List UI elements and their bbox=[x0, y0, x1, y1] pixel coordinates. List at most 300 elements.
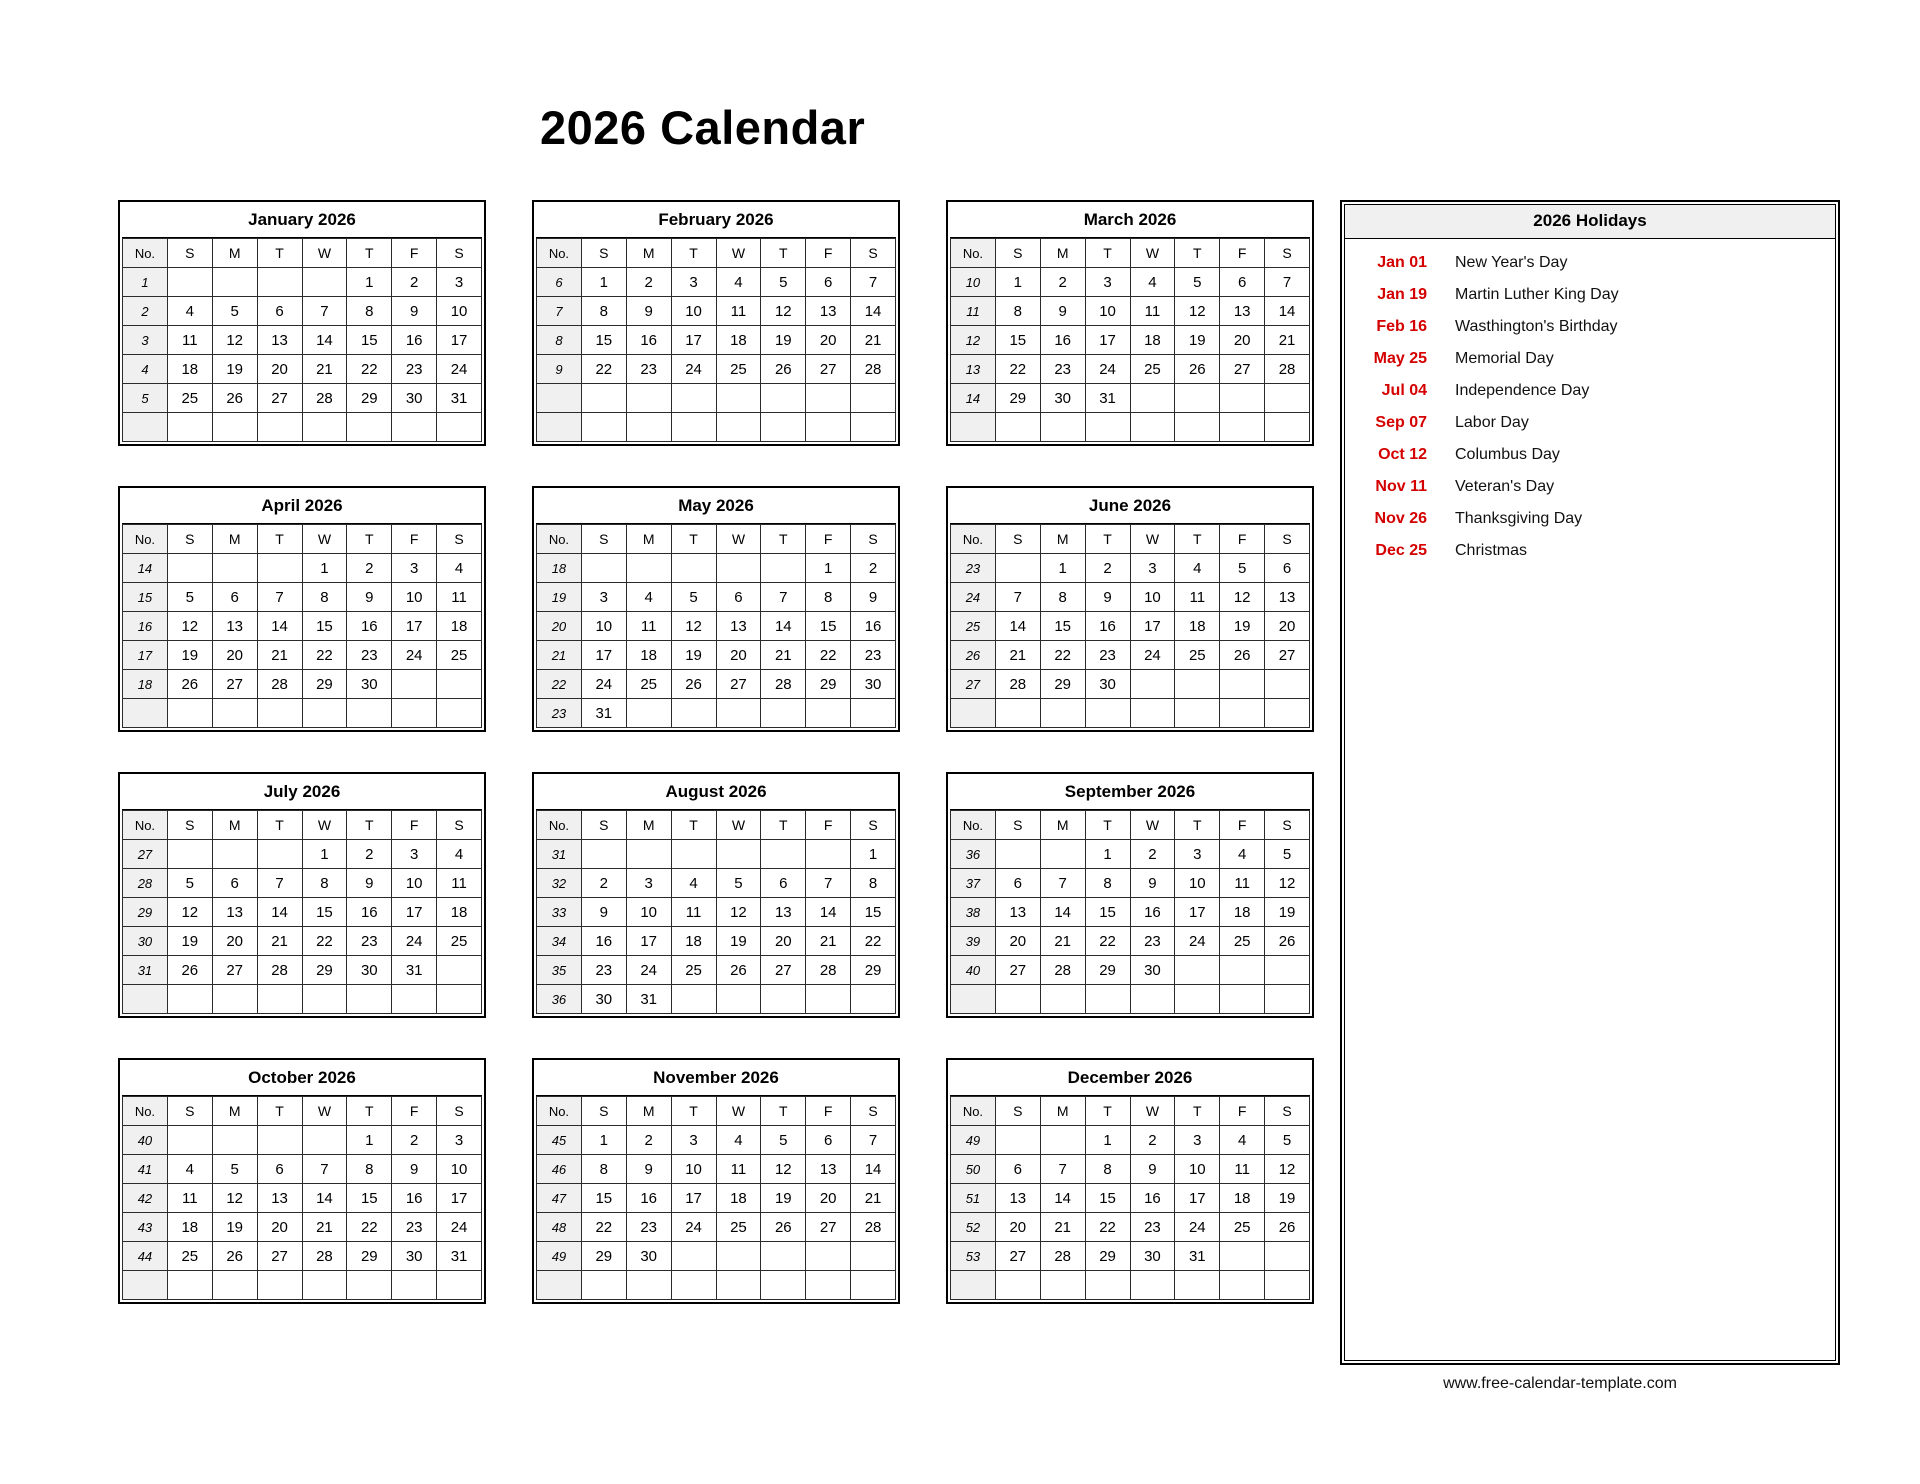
week-row bbox=[951, 927, 1310, 956]
day-cell: 2 bbox=[626, 1126, 671, 1155]
day-cell: 20 bbox=[995, 1213, 1040, 1242]
week-number-cell: 49 bbox=[537, 1242, 582, 1271]
page-title: 2026 Calendar bbox=[540, 101, 866, 154]
day-cell bbox=[1175, 670, 1220, 699]
day-cell: 23 bbox=[392, 1213, 437, 1242]
week-number-cell: 7 bbox=[537, 297, 582, 326]
day-cell: 28 bbox=[302, 384, 347, 413]
holiday-name: Independence Day bbox=[1455, 382, 1590, 399]
day-cell bbox=[302, 413, 347, 442]
day-cell: 1 bbox=[302, 840, 347, 869]
day-cell: 10 bbox=[671, 1155, 716, 1184]
day-cell: 3 bbox=[1130, 554, 1175, 583]
day-cell: 29 bbox=[347, 384, 392, 413]
day-cell: 13 bbox=[1265, 583, 1310, 612]
day-cell: 24 bbox=[626, 956, 671, 985]
day-cell bbox=[167, 554, 212, 583]
day-cell bbox=[392, 1271, 437, 1300]
month-block bbox=[946, 486, 1314, 732]
month-table bbox=[536, 1096, 896, 1300]
month-block bbox=[118, 486, 486, 732]
day-cell: 18 bbox=[716, 1184, 761, 1213]
day-cell: 9 bbox=[1130, 1155, 1175, 1184]
week-row bbox=[123, 927, 482, 956]
day-cell: 29 bbox=[347, 1242, 392, 1271]
weekday-header: M bbox=[626, 239, 671, 268]
day-cell: 11 bbox=[437, 583, 482, 612]
day-cell bbox=[392, 699, 437, 728]
day-cell: 4 bbox=[1220, 1126, 1265, 1155]
weekday-header: W bbox=[716, 525, 761, 554]
week-number-cell: 35 bbox=[537, 956, 582, 985]
day-cell: 19 bbox=[761, 326, 806, 355]
week-row bbox=[537, 1242, 896, 1271]
week-row bbox=[951, 898, 1310, 927]
month-table bbox=[122, 1096, 482, 1300]
day-cell: 2 bbox=[1130, 1126, 1175, 1155]
week-row bbox=[537, 898, 896, 927]
week-row bbox=[537, 985, 896, 1014]
day-cell: 20 bbox=[716, 641, 761, 670]
week-number-header: No. bbox=[537, 525, 582, 554]
day-cell bbox=[437, 985, 482, 1014]
day-cell bbox=[806, 1271, 851, 1300]
day-cell: 2 bbox=[1040, 268, 1085, 297]
day-cell: 1 bbox=[1040, 554, 1085, 583]
weekday-header: S bbox=[581, 811, 626, 840]
day-cell: 8 bbox=[581, 297, 626, 326]
day-cell: 6 bbox=[1265, 554, 1310, 583]
day-cell bbox=[995, 840, 1040, 869]
day-cell: 28 bbox=[302, 1242, 347, 1271]
week-number-cell: 23 bbox=[951, 554, 996, 583]
week-number-cell: 18 bbox=[123, 670, 168, 699]
day-cell: 27 bbox=[761, 956, 806, 985]
day-cell bbox=[671, 985, 716, 1014]
day-cell: 4 bbox=[716, 1126, 761, 1155]
week-number-header: No. bbox=[537, 1097, 582, 1126]
day-cell bbox=[257, 985, 302, 1014]
day-cell: 4 bbox=[437, 554, 482, 583]
day-cell: 16 bbox=[347, 898, 392, 927]
week-number-cell: 2 bbox=[123, 297, 168, 326]
day-cell: 6 bbox=[995, 869, 1040, 898]
week-number-cell: 49 bbox=[951, 1126, 996, 1155]
day-cell: 1 bbox=[1085, 840, 1130, 869]
day-cell bbox=[257, 1271, 302, 1300]
day-cell bbox=[167, 413, 212, 442]
week-number-cell: 32 bbox=[537, 869, 582, 898]
day-cell: 17 bbox=[1175, 1184, 1220, 1213]
day-cell: 2 bbox=[392, 268, 437, 297]
day-cell: 19 bbox=[212, 1213, 257, 1242]
week-row bbox=[123, 413, 482, 442]
day-cell: 19 bbox=[1265, 1184, 1310, 1213]
day-cell bbox=[392, 413, 437, 442]
day-cell: 15 bbox=[581, 326, 626, 355]
week-number-cell: 8 bbox=[537, 326, 582, 355]
weekday-header: M bbox=[1040, 525, 1085, 554]
day-cell: 6 bbox=[806, 1126, 851, 1155]
weekday-header: T bbox=[347, 525, 392, 554]
holiday-list-item bbox=[1345, 343, 1835, 375]
weekday-header: S bbox=[167, 1097, 212, 1126]
month-title: October 2026 bbox=[122, 1062, 482, 1096]
day-cell: 12 bbox=[716, 898, 761, 927]
weekday-header: T bbox=[257, 525, 302, 554]
day-cell: 24 bbox=[392, 641, 437, 670]
month-block bbox=[946, 200, 1314, 446]
day-cell: 4 bbox=[437, 840, 482, 869]
week-number-cell bbox=[123, 1271, 168, 1300]
holiday-list-item bbox=[1345, 407, 1835, 439]
day-cell: 22 bbox=[995, 355, 1040, 384]
week-row bbox=[951, 1126, 1310, 1155]
day-cell: 16 bbox=[1085, 612, 1130, 641]
holiday-list-item bbox=[1345, 535, 1835, 567]
day-cell: 22 bbox=[806, 641, 851, 670]
day-cell bbox=[671, 554, 716, 583]
holiday-list-item bbox=[1345, 279, 1835, 311]
week-row bbox=[537, 1184, 896, 1213]
week-number-cell: 45 bbox=[537, 1126, 582, 1155]
day-cell: 23 bbox=[1130, 1213, 1175, 1242]
weekday-header: F bbox=[392, 525, 437, 554]
day-cell: 29 bbox=[995, 384, 1040, 413]
day-cell bbox=[995, 699, 1040, 728]
day-cell: 20 bbox=[1265, 612, 1310, 641]
week-number-cell: 40 bbox=[951, 956, 996, 985]
day-cell: 29 bbox=[806, 670, 851, 699]
week-number-cell: 1 bbox=[123, 268, 168, 297]
day-cell bbox=[212, 1271, 257, 1300]
day-cell bbox=[1220, 384, 1265, 413]
day-cell bbox=[671, 413, 716, 442]
day-cell bbox=[1175, 384, 1220, 413]
week-row bbox=[537, 1155, 896, 1184]
month-table bbox=[122, 524, 482, 728]
day-cell: 20 bbox=[806, 1184, 851, 1213]
day-cell: 11 bbox=[1130, 297, 1175, 326]
week-number-cell: 51 bbox=[951, 1184, 996, 1213]
day-cell: 9 bbox=[392, 1155, 437, 1184]
day-cell: 24 bbox=[1175, 927, 1220, 956]
day-cell: 13 bbox=[995, 898, 1040, 927]
day-cell: 30 bbox=[347, 670, 392, 699]
week-row bbox=[123, 1126, 482, 1155]
week-number-cell: 50 bbox=[951, 1155, 996, 1184]
day-cell: 21 bbox=[302, 1213, 347, 1242]
month-title: December 2026 bbox=[950, 1062, 1310, 1096]
day-cell: 14 bbox=[761, 612, 806, 641]
week-number-cell bbox=[123, 985, 168, 1014]
day-cell: 26 bbox=[1265, 1213, 1310, 1242]
day-cell: 16 bbox=[581, 927, 626, 956]
week-number-cell: 33 bbox=[537, 898, 582, 927]
day-cell: 10 bbox=[392, 869, 437, 898]
week-row bbox=[951, 612, 1310, 641]
day-cell: 20 bbox=[257, 355, 302, 384]
day-cell bbox=[761, 554, 806, 583]
day-cell: 3 bbox=[626, 869, 671, 898]
holiday-list-item bbox=[1345, 439, 1835, 471]
day-cell bbox=[1220, 670, 1265, 699]
day-cell bbox=[1040, 840, 1085, 869]
day-cell bbox=[581, 413, 626, 442]
weekday-header: M bbox=[626, 525, 671, 554]
week-row bbox=[951, 297, 1310, 326]
weekday-header: T bbox=[257, 239, 302, 268]
day-cell bbox=[671, 840, 716, 869]
day-cell bbox=[1265, 1242, 1310, 1271]
week-number-cell bbox=[951, 699, 996, 728]
month-block bbox=[532, 772, 900, 1018]
weekday-header: S bbox=[851, 1097, 896, 1126]
day-cell bbox=[347, 1271, 392, 1300]
day-cell bbox=[626, 413, 671, 442]
day-cell: 27 bbox=[257, 384, 302, 413]
weekday-header: S bbox=[1265, 239, 1310, 268]
day-cell bbox=[761, 413, 806, 442]
weekday-header-row bbox=[123, 811, 482, 840]
day-cell: 5 bbox=[167, 583, 212, 612]
day-cell: 12 bbox=[1220, 583, 1265, 612]
day-cell: 10 bbox=[1175, 869, 1220, 898]
day-cell bbox=[851, 384, 896, 413]
holiday-date: Nov 11 bbox=[1375, 478, 1427, 495]
week-number-cell: 14 bbox=[951, 384, 996, 413]
day-cell: 7 bbox=[995, 583, 1040, 612]
day-cell: 26 bbox=[1265, 927, 1310, 956]
day-cell: 7 bbox=[302, 297, 347, 326]
day-cell: 12 bbox=[761, 297, 806, 326]
weekday-header: M bbox=[626, 811, 671, 840]
weekday-header: S bbox=[581, 1097, 626, 1126]
day-cell: 8 bbox=[995, 297, 1040, 326]
day-cell: 13 bbox=[257, 1184, 302, 1213]
day-cell: 19 bbox=[212, 355, 257, 384]
day-cell: 2 bbox=[347, 840, 392, 869]
day-cell: 30 bbox=[581, 985, 626, 1014]
day-cell: 17 bbox=[392, 898, 437, 927]
holiday-date: May 25 bbox=[1373, 350, 1427, 367]
day-cell bbox=[671, 1242, 716, 1271]
day-cell bbox=[716, 384, 761, 413]
week-number-cell: 39 bbox=[951, 927, 996, 956]
day-cell bbox=[716, 985, 761, 1014]
day-cell: 14 bbox=[257, 612, 302, 641]
day-cell: 13 bbox=[806, 1155, 851, 1184]
weekday-header: M bbox=[1040, 811, 1085, 840]
day-cell bbox=[761, 384, 806, 413]
day-cell: 21 bbox=[995, 641, 1040, 670]
day-cell: 17 bbox=[1130, 612, 1175, 641]
day-cell bbox=[716, 1271, 761, 1300]
weekday-header: T bbox=[671, 525, 716, 554]
day-cell: 22 bbox=[1085, 1213, 1130, 1242]
weekday-header: T bbox=[347, 1097, 392, 1126]
day-cell: 5 bbox=[761, 268, 806, 297]
day-cell: 25 bbox=[1130, 355, 1175, 384]
months-row-3 bbox=[118, 772, 1318, 1058]
day-cell bbox=[581, 840, 626, 869]
day-cell bbox=[347, 699, 392, 728]
day-cell: 5 bbox=[671, 583, 716, 612]
week-row bbox=[951, 1271, 1310, 1300]
weekday-header: S bbox=[851, 239, 896, 268]
day-cell: 11 bbox=[437, 869, 482, 898]
weekday-header: M bbox=[1040, 1097, 1085, 1126]
week-number-cell: 23 bbox=[537, 699, 582, 728]
week-number-cell bbox=[123, 413, 168, 442]
day-cell: 11 bbox=[716, 1155, 761, 1184]
day-cell: 3 bbox=[1175, 840, 1220, 869]
week-row bbox=[951, 956, 1310, 985]
day-cell: 9 bbox=[347, 869, 392, 898]
week-number-cell: 30 bbox=[123, 927, 168, 956]
day-cell: 13 bbox=[761, 898, 806, 927]
day-cell bbox=[1175, 985, 1220, 1014]
day-cell: 4 bbox=[1130, 268, 1175, 297]
day-cell: 15 bbox=[1085, 1184, 1130, 1213]
day-cell bbox=[806, 985, 851, 1014]
weekday-header: W bbox=[302, 239, 347, 268]
day-cell bbox=[716, 699, 761, 728]
day-cell: 25 bbox=[716, 355, 761, 384]
weekday-header: W bbox=[302, 525, 347, 554]
week-row bbox=[123, 268, 482, 297]
day-cell: 9 bbox=[347, 583, 392, 612]
weekday-header-row bbox=[123, 1097, 482, 1126]
day-cell: 7 bbox=[1265, 268, 1310, 297]
day-cell bbox=[1265, 384, 1310, 413]
day-cell: 23 bbox=[581, 956, 626, 985]
day-cell: 20 bbox=[761, 927, 806, 956]
day-cell: 20 bbox=[257, 1213, 302, 1242]
weekday-header-row bbox=[951, 239, 1310, 268]
day-cell: 17 bbox=[437, 1184, 482, 1213]
day-cell: 16 bbox=[347, 612, 392, 641]
day-cell bbox=[716, 413, 761, 442]
day-cell bbox=[437, 956, 482, 985]
day-cell: 18 bbox=[626, 641, 671, 670]
week-row bbox=[951, 583, 1310, 612]
weekday-header: F bbox=[392, 1097, 437, 1126]
day-cell: 17 bbox=[671, 326, 716, 355]
day-cell: 17 bbox=[1175, 898, 1220, 927]
holiday-name: Christmas bbox=[1455, 542, 1528, 559]
day-cell: 19 bbox=[671, 641, 716, 670]
week-row bbox=[123, 670, 482, 699]
day-cell: 29 bbox=[1085, 1242, 1130, 1271]
day-cell: 23 bbox=[1130, 927, 1175, 956]
day-cell bbox=[1040, 1126, 1085, 1155]
week-number-cell bbox=[951, 985, 996, 1014]
day-cell: 24 bbox=[1085, 355, 1130, 384]
day-cell: 27 bbox=[212, 956, 257, 985]
week-row bbox=[951, 326, 1310, 355]
weekday-header: S bbox=[581, 239, 626, 268]
weekday-header: W bbox=[302, 811, 347, 840]
day-cell bbox=[437, 670, 482, 699]
day-cell: 23 bbox=[1040, 355, 1085, 384]
week-number-header: No. bbox=[123, 239, 168, 268]
week-number-header: No. bbox=[537, 811, 582, 840]
day-cell: 25 bbox=[437, 641, 482, 670]
day-cell: 5 bbox=[761, 1126, 806, 1155]
day-cell: 28 bbox=[1040, 956, 1085, 985]
day-cell: 19 bbox=[1220, 612, 1265, 641]
day-cell: 3 bbox=[671, 1126, 716, 1155]
holidays-list bbox=[1345, 239, 1835, 567]
day-cell bbox=[212, 268, 257, 297]
day-cell: 6 bbox=[257, 297, 302, 326]
day-cell: 20 bbox=[806, 326, 851, 355]
day-cell: 22 bbox=[302, 927, 347, 956]
weekday-header: S bbox=[995, 525, 1040, 554]
day-cell: 1 bbox=[1085, 1126, 1130, 1155]
day-cell: 5 bbox=[1175, 268, 1220, 297]
day-cell bbox=[716, 840, 761, 869]
week-number-cell: 53 bbox=[951, 1242, 996, 1271]
day-cell: 18 bbox=[1175, 612, 1220, 641]
day-cell: 26 bbox=[212, 384, 257, 413]
week-row bbox=[123, 554, 482, 583]
day-cell: 6 bbox=[212, 869, 257, 898]
day-cell: 5 bbox=[1220, 554, 1265, 583]
week-number-cell: 3 bbox=[123, 326, 168, 355]
day-cell: 13 bbox=[716, 612, 761, 641]
weekday-header: F bbox=[806, 239, 851, 268]
week-row bbox=[537, 268, 896, 297]
holiday-date: Feb 16 bbox=[1376, 318, 1427, 335]
holiday-name: Martin Luther King Day bbox=[1455, 286, 1619, 303]
day-cell bbox=[995, 554, 1040, 583]
week-number-header: No. bbox=[951, 525, 996, 554]
day-cell: 26 bbox=[1220, 641, 1265, 670]
week-number-cell bbox=[537, 384, 582, 413]
day-cell: 23 bbox=[1085, 641, 1130, 670]
weekday-header: T bbox=[671, 239, 716, 268]
day-cell: 21 bbox=[1040, 1213, 1085, 1242]
holiday-name: New Year's Day bbox=[1455, 254, 1568, 271]
day-cell: 21 bbox=[851, 326, 896, 355]
day-cell: 26 bbox=[1175, 355, 1220, 384]
weekday-header: T bbox=[671, 1097, 716, 1126]
day-cell: 7 bbox=[851, 1126, 896, 1155]
weekday-header: T bbox=[761, 1097, 806, 1126]
day-cell: 20 bbox=[995, 927, 1040, 956]
day-cell bbox=[437, 1271, 482, 1300]
holidays-title: 2026 Holidays bbox=[1345, 205, 1835, 239]
day-cell: 11 bbox=[671, 898, 716, 927]
weekday-header: T bbox=[1085, 811, 1130, 840]
day-cell: 18 bbox=[437, 612, 482, 641]
day-cell: 14 bbox=[1265, 297, 1310, 326]
holiday-name: Wasthington's Birthday bbox=[1455, 318, 1618, 335]
weekday-header-row bbox=[123, 525, 482, 554]
day-cell: 10 bbox=[626, 898, 671, 927]
day-cell: 28 bbox=[851, 355, 896, 384]
day-cell: 24 bbox=[437, 355, 482, 384]
week-number-cell: 26 bbox=[951, 641, 996, 670]
holiday-list-item bbox=[1345, 375, 1835, 407]
week-number-cell: 27 bbox=[951, 670, 996, 699]
day-cell bbox=[1130, 670, 1175, 699]
day-cell: 22 bbox=[1040, 641, 1085, 670]
day-cell: 18 bbox=[167, 355, 212, 384]
week-number-cell: 36 bbox=[537, 985, 582, 1014]
